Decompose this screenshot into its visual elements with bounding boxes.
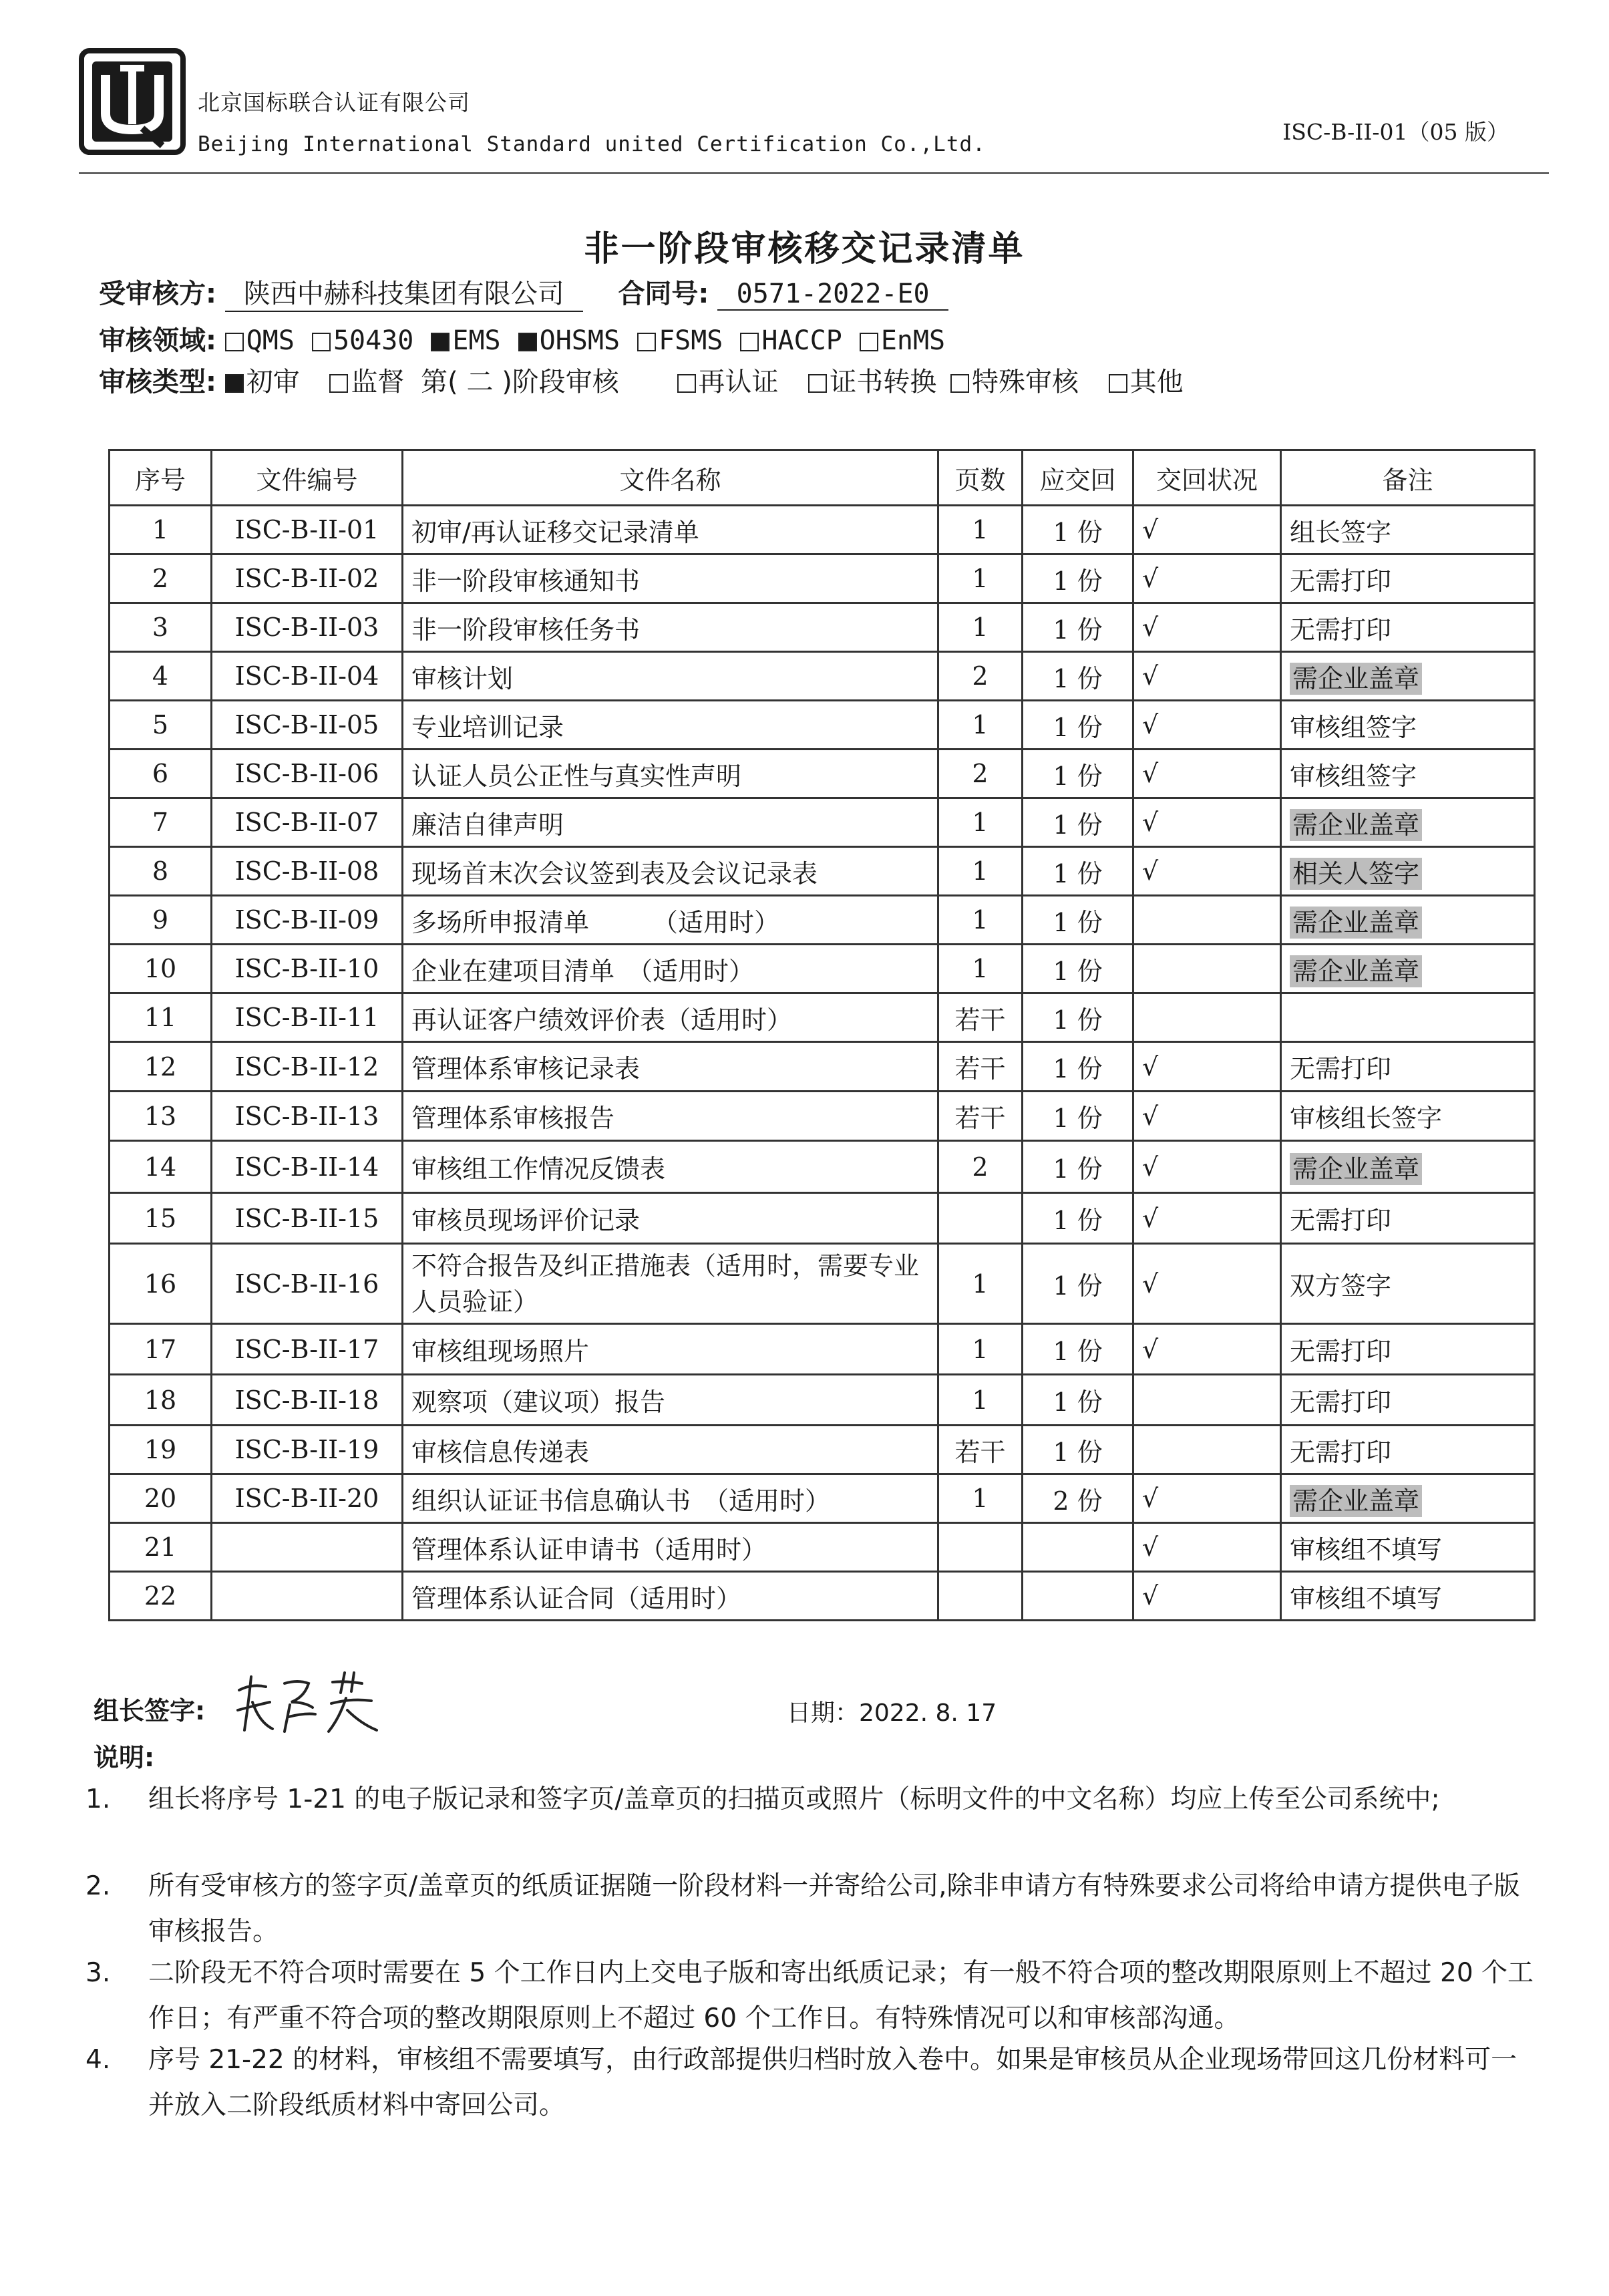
row-number: 17 [110,1324,212,1375]
copies-required: 1 份 [1023,1141,1133,1193]
file-code: ISC-B-II-06 [212,750,403,798]
remark [1281,945,1535,993]
page-count: 1 [938,701,1023,750]
auditee-label: 受审核方: [99,279,216,309]
return-status: √ [1133,701,1281,750]
domain-option-fsms[interactable]: FSMS [637,325,723,356]
remark [1281,896,1535,945]
auditee-line [99,273,948,312]
file-code: ISC-B-II-18 [212,1375,403,1426]
page-count: 2 [938,750,1023,798]
leader-sign-label: 组长签字: [94,1696,206,1726]
type-option-initial[interactable]: 初审 [225,367,300,397]
table-row [110,798,1535,847]
domain-line [99,319,962,357]
file-name: 审核计划 [403,652,938,701]
page-count: 若干 [938,1426,1023,1474]
remark-text: 组长签字 [1290,517,1392,547]
row-number: 20 [110,1474,212,1523]
page-count: 1 [938,603,1023,652]
page-count: 1 [938,1244,1023,1324]
table-row [110,896,1535,945]
file-code: ISC-B-II-05 [212,701,403,750]
checkbox-checked-icon [431,333,450,351]
table-row [110,1474,1535,1523]
table-row [110,1193,1535,1244]
copies-required: 1 份 [1023,1375,1133,1426]
note-2: 2. 所有受审核方的签字页/盖章页的纸质证据随一阶段材料一并寄给公司,除非申请方有特殊要求公司将给申请方提供电子版审核报告。 [85,1871,1520,1947]
file-code: ISC-B-II-10 [212,945,403,993]
return-status: √ [1133,1042,1281,1092]
return-status: √ [1133,1092,1281,1141]
copies-required: 1 份 [1023,945,1133,993]
table-row [110,945,1535,993]
file-code: ISC-B-II-15 [212,1193,403,1244]
file-code: ISC-B-II-02 [212,554,403,603]
copies-required: 1 份 [1023,750,1133,798]
return-status [1133,1375,1281,1426]
checkbox-icon [740,333,759,351]
copies-required: 1 份 [1023,798,1133,847]
page-count: 1 [938,554,1023,603]
table-row [110,1375,1535,1426]
return-status [1133,993,1281,1042]
row-number: 5 [110,701,212,750]
file-code: ISC-B-II-12 [212,1042,403,1092]
return-status [1133,896,1281,945]
page-count [938,1572,1023,1621]
type-option-other[interactable]: 其他 [1109,367,1184,397]
type-option-special[interactable]: 特殊审核 [950,367,1079,397]
remark [1281,603,1535,652]
file-code: ISC-B-II-08 [212,847,403,896]
remark [1281,1474,1535,1523]
return-status: √ [1133,603,1281,652]
return-status: √ [1133,1141,1281,1193]
header-name: 文件名称 [403,450,938,506]
company-name-en: Beijing International Standard united Certification Co.,Ltd. [198,132,986,156]
page-count: 1 [938,1375,1023,1426]
page-count: 1 [938,1474,1023,1523]
table-body [110,506,1535,1621]
remark [1281,652,1535,701]
return-status: √ [1133,1324,1281,1375]
table-row [110,1523,1535,1572]
file-name: 企业在建项目清单 （适用时） [403,945,938,993]
file-code: ISC-B-II-03 [212,603,403,652]
checkbox-icon [312,333,331,351]
table-row [110,554,1535,603]
row-number: 12 [110,1042,212,1092]
copies-required [1023,1523,1133,1572]
page-count: 2 [938,652,1023,701]
page-count: 1 [938,1324,1023,1375]
table-row [110,701,1535,750]
file-name: 认证人员公正性与真实性声明 [403,750,938,798]
copies-required: 1 份 [1023,1193,1133,1244]
return-status: √ [1133,1523,1281,1572]
domain-label: 审核领域: [99,325,216,356]
row-number: 16 [110,1244,212,1324]
row-number: 8 [110,847,212,896]
row-number: 2 [110,554,212,603]
copies-required: 1 份 [1023,701,1133,750]
company-logo [79,48,186,155]
remark [1281,1572,1535,1621]
file-name: 审核组工作情况反馈表 [403,1141,938,1193]
copies-required: 1 份 [1023,896,1133,945]
remark-text: 审核组不填写 [1290,1583,1443,1613]
row-number: 15 [110,1193,212,1244]
file-code: ISC-B-II-17 [212,1324,403,1375]
document-code: ISC-B-II-01（05 版） [1282,119,1509,145]
remark [1281,1092,1535,1141]
remark-text: 需企业盖章 [1290,1153,1422,1185]
page-count [938,1193,1023,1244]
file-name: 管理体系审核报告 [403,1092,938,1141]
remark [1281,1042,1535,1092]
row-number: 6 [110,750,212,798]
table-row [110,847,1535,896]
copies-required: 2 份 [1023,1474,1133,1523]
file-code: ISC-B-II-16 [212,1244,403,1324]
remark-text: 无需打印 [1290,1387,1392,1417]
remark [1281,554,1535,603]
copies-required: 1 份 [1023,554,1133,603]
return-status: √ [1133,554,1281,603]
file-code [212,1572,403,1621]
file-code: ISC-B-II-14 [212,1141,403,1193]
checkbox-checked-icon [518,333,537,351]
table-row [110,750,1535,798]
file-name: 初审/再认证移交记录清单 [403,506,938,554]
page-count: 若干 [938,993,1023,1042]
table-row [110,993,1535,1042]
checkbox-icon [637,333,656,351]
row-number: 1 [110,506,212,554]
file-code: ISC-B-II-11 [212,993,403,1042]
return-status: √ [1133,750,1281,798]
table-row [110,603,1535,652]
file-code: ISC-B-II-20 [212,1474,403,1523]
page-title: 非一阶段审核移交记录清单 [584,228,1025,269]
domain-option-qms[interactable]: QMS [225,325,295,356]
header-status: 交回状况 [1133,450,1281,506]
type-label: 审核类型: [99,367,216,397]
return-status [1133,1426,1281,1474]
type-stage: 第( 二 )阶段审核 [421,367,619,397]
remark-text: 无需打印 [1290,1054,1392,1084]
file-code: ISC-B-II-09 [212,896,403,945]
row-number: 22 [110,1572,212,1621]
row-number: 13 [110,1092,212,1141]
checkbox-icon [677,374,696,393]
file-name: 多场所申报清单 （适用时） [403,896,938,945]
notes-label: 说明: [94,1743,155,1772]
contract-label: 合同号: [618,279,709,309]
remark [1281,506,1535,554]
copies-required: 1 份 [1023,1324,1133,1375]
page-count: 2 [938,1141,1023,1193]
remark-text: 无需打印 [1290,1206,1392,1235]
type-option-recert[interactable]: 再认证 [677,367,779,397]
remark [1281,1244,1535,1324]
remark [1281,1375,1535,1426]
remark-text: 审核组签字 [1290,712,1417,742]
table-header-row [110,450,1535,506]
type-option-supervise[interactable]: 监督 [329,367,404,397]
checkbox-icon [808,374,827,393]
file-code: ISC-B-II-04 [212,652,403,701]
row-number: 7 [110,798,212,847]
return-status [1133,945,1281,993]
remark-text: 无需打印 [1290,566,1392,596]
file-name: 非一阶段审核任务书 [403,603,938,652]
table-row [110,1092,1535,1141]
row-number: 4 [110,652,212,701]
domain-option-haccp[interactable]: HACCP [740,325,842,356]
remark [1281,750,1535,798]
file-name: 再认证客户绩效评价表（适用时） [403,993,938,1042]
note-1: 1. 组长将序号 1-21 的电子版记录和签字页/盖章页的扫描页或照片（标明文件的中文名称）均应上传至公司系统中; [85,1784,1440,1814]
note-4: 4. 序号 21-22 的材料，审核组不需要填写，由行政部提供归档时放入卷中。如果是审核员从企业现场带回这几份材料可一并放入二阶段纸质材料中寄回公司。 [85,2045,1517,2120]
remark-text: 审核组不填写 [1290,1534,1443,1565]
remark [1281,1426,1535,1474]
table-row [110,1572,1535,1621]
return-status: √ [1133,1474,1281,1523]
page-count: 1 [938,896,1023,945]
file-name: 管理体系审核记录表 [403,1042,938,1092]
file-name: 管理体系认证合同（适用时） [403,1572,938,1621]
handwritten-signature [232,1663,386,1744]
page-count: 若干 [938,1092,1023,1141]
domain-option-ohsms[interactable]: OHSMS [518,325,620,356]
remark-text: 无需打印 [1290,615,1392,645]
remark-text: 审核组签字 [1290,761,1417,791]
file-name: 非一阶段审核通知书 [403,554,938,603]
file-name: 审核组现场照片 [403,1324,938,1375]
header-no: 序号 [110,450,212,506]
remark [1281,798,1535,847]
table-row [110,1141,1535,1193]
header-copies: 应交回 [1023,450,1133,506]
row-number: 14 [110,1141,212,1193]
domain-options [225,325,962,356]
table-row [110,1042,1535,1092]
checkbox-icon [225,333,244,351]
remark-text: 需企业盖章 [1290,1485,1422,1517]
remark-text: 需企业盖章 [1290,907,1422,939]
return-status: √ [1133,652,1281,701]
remark-text: 需企业盖章 [1290,809,1422,841]
domain-option-ems[interactable]: EMS [431,325,500,356]
file-code: ISC-B-II-19 [212,1426,403,1474]
remark [1281,993,1535,1042]
transfer-record-table [108,449,1536,1621]
note-3: 3. 二阶段无不符合项时需要在 5 个工作日内上交电子版和寄出纸质记录；有一般不符合项的整改期限原则上不超过 20 个工作日；有严重不符合项的整改期限原则上不超过 60 个工作日。有特殊情况可以和审核部沟通。 [85,1958,1534,2033]
page-count: 1 [938,506,1023,554]
row-number: 19 [110,1426,212,1474]
remark [1281,1193,1535,1244]
file-name: 管理体系认证申请书（适用时） [403,1523,938,1572]
return-status: √ [1133,847,1281,896]
remark-text: 需企业盖章 [1290,955,1422,987]
remark [1281,1324,1535,1375]
remark-text: 双方签字 [1290,1271,1392,1301]
company-name-cn: 北京国标联合认证有限公司 [198,90,470,116]
page-count: 1 [938,945,1023,993]
page-count: 1 [938,847,1023,896]
remark-text: 无需打印 [1290,1337,1392,1366]
table-row [110,506,1535,554]
row-number: 11 [110,993,212,1042]
checkbox-checked-icon [225,374,244,393]
copies-required: 1 份 [1023,993,1133,1042]
return-status: √ [1133,1244,1281,1324]
page-count: 若干 [938,1042,1023,1092]
row-number: 9 [110,896,212,945]
file-name: 不符合报告及纠正措施表（适用时，需要专业人员验证） [403,1244,938,1324]
remark [1281,847,1535,896]
domain-option-50430[interactable]: 50430 [312,325,413,356]
remark [1281,701,1535,750]
remark-text: 无需打印 [1290,1437,1392,1467]
copies-required [1023,1572,1133,1621]
row-number: 18 [110,1375,212,1426]
file-name: 廉洁自律声明 [403,798,938,847]
table-row [110,1324,1535,1375]
file-code: ISC-B-II-13 [212,1092,403,1141]
return-status: √ [1133,798,1281,847]
type-line [99,361,1205,399]
return-status: √ [1133,506,1281,554]
header-divider [79,172,1549,174]
file-name: 专业培训记录 [403,701,938,750]
page-count: 1 [938,798,1023,847]
file-name: 审核信息传递表 [403,1426,938,1474]
table-row [110,1426,1535,1474]
checkbox-icon [1109,374,1127,393]
return-status: √ [1133,1572,1281,1621]
auditee-value: 陕西中赫科技集团有限公司 [225,273,583,312]
copies-required: 1 份 [1023,1426,1133,1474]
copies-required: 1 份 [1023,1092,1133,1141]
file-name: 现场首末次会议签到表及会议记录表 [403,847,938,896]
page-count [938,1523,1023,1572]
table-row [110,1244,1535,1324]
header-code: 文件编号 [212,450,403,506]
contract-value: 0571-2022-E0 [717,279,948,311]
copies-required: 1 份 [1023,1042,1133,1092]
checkbox-icon [329,374,348,393]
file-code: ISC-B-II-01 [212,506,403,554]
domain-option-enms[interactable]: EnMS [860,325,945,356]
header-pages: 页数 [938,450,1023,506]
remark [1281,1523,1535,1572]
checkbox-icon [950,374,969,393]
sign-date: 日期：2022. 8. 17 [787,1699,997,1727]
remark-text: 需企业盖章 [1290,663,1422,695]
remark-text: 相关人签字 [1290,858,1422,890]
copies-required: 1 份 [1023,506,1133,554]
file-name: 组织认证证书信息确认书 （适用时） [403,1474,938,1523]
remark-text: 审核组长签字 [1290,1104,1443,1133]
type-option-transfer[interactable]: 证书转换 [808,367,936,397]
copies-required: 1 份 [1023,847,1133,896]
header-remark: 备注 [1281,450,1535,506]
table-row [110,652,1535,701]
file-name: 观察项（建议项）报告 [403,1375,938,1426]
row-number: 3 [110,603,212,652]
remark [1281,1141,1535,1193]
file-code: ISC-B-II-07 [212,798,403,847]
copies-required: 1 份 [1023,652,1133,701]
file-code [212,1523,403,1572]
copies-required: 1 份 [1023,1244,1133,1324]
checkbox-icon [860,333,878,351]
return-status: √ [1133,1193,1281,1244]
row-number: 21 [110,1523,212,1572]
row-number: 10 [110,945,212,993]
copies-required: 1 份 [1023,603,1133,652]
file-name: 审核员现场评价记录 [403,1193,938,1244]
